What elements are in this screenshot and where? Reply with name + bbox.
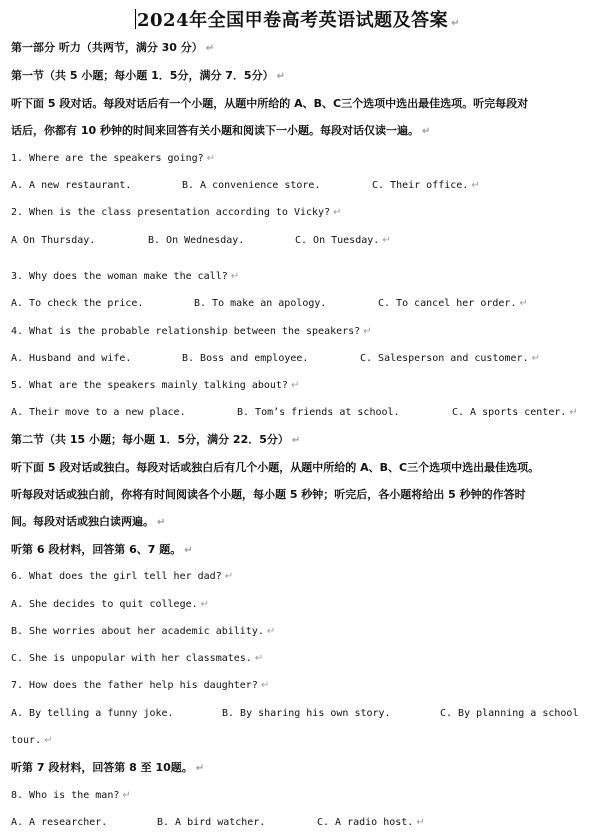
text-cursor	[135, 9, 136, 29]
question-5-options	[11, 406, 578, 420]
question-8-options	[11, 816, 425, 830]
option-c: C. Salesperson and customer.	[360, 353, 529, 364]
question-3-options	[11, 297, 528, 311]
option-a: A. Husband and wife.	[11, 353, 132, 364]
paragraph-mark-icon: ↵	[382, 235, 391, 246]
paragraph-mark-icon: ↵	[531, 353, 540, 364]
option-b: B. A convenience store.	[182, 180, 321, 191]
paragraph-mark-icon: ↵	[260, 680, 270, 691]
section1-heading: 第一节（共 5 小题；每小题 1．5分，满分 7．5分） ↵	[11, 69, 285, 82]
option-c: C. Their office.	[372, 180, 469, 191]
paragraph-mark-icon: ↵	[200, 599, 210, 610]
question-6-option-a: A. She decides to quit college. ↵	[11, 599, 210, 610]
question-1-options	[11, 179, 480, 193]
option-a: A On Thursday.	[11, 235, 96, 246]
option-c: C. A sports center.	[452, 407, 567, 418]
paragraph-mark-icon: ↵	[290, 380, 300, 391]
document-title: 2024年全国甲卷高考英语试题及答案 ↵	[137, 10, 460, 31]
option-b: B. A bird watcher.	[157, 817, 266, 828]
segment-7-heading: 听第 7 段材料，回答第 8 至 10题。 ↵	[11, 761, 205, 774]
option-b: B. On Wednesday.	[148, 235, 245, 246]
question-6-option-b: B. She worries about her academic ability. ↵	[11, 626, 276, 637]
paragraph-mark-icon: ↵	[206, 153, 216, 164]
question-1-stem: 1. Where are the speakers going? ↵	[11, 153, 216, 164]
paragraph-mark-icon: ↵	[157, 517, 166, 528]
section1-instructions-line2: 话后，你都有 10 秒钟的时间来回答有关小题和阅读下一小题。每段对话仅读一遍。 ↵	[11, 124, 431, 137]
question-7-options	[11, 707, 578, 721]
option-a: A. A new restaurant.	[11, 180, 132, 191]
question-2-stem: 2. When is the class presentation according to Vicky? ↵	[11, 207, 342, 218]
paragraph-mark-icon: ↵	[291, 435, 301, 446]
paragraph-mark-icon: ↵	[184, 545, 193, 556]
paragraph-mark-icon: ↵	[254, 653, 264, 664]
option-a: A. Their move to a new place.	[11, 407, 186, 418]
section2-instructions-line3: 间。每段对话或独白读两遍。 ↵	[11, 515, 166, 528]
option-a: A. A researcher.	[11, 817, 108, 828]
section2-instructions-line1: 听下面 5 段对话或独白。每段对话或独白后有几个小题，从题中所给的 A、B、C三个选项中选出最佳选项。	[11, 461, 540, 474]
option-b: B. Tom’s friends at school.	[237, 407, 400, 418]
section1-instructions-line1: 听下面 5 段对话。每段对话后有一个小题，从题中所给的 A、B、C三个选项中选出最佳选项。听完每段对	[11, 97, 529, 110]
paragraph-mark-icon: ↵	[451, 18, 460, 29]
segment-6-heading: 听第 6 段材料，回答第 6、7 题。 ↵	[11, 543, 193, 556]
question-4-options	[11, 352, 540, 366]
section2-heading: 第二节（共 15 小题；每小题 1．5分，满分 22．5分） ↵	[11, 433, 301, 446]
paragraph-mark-icon: ↵	[266, 626, 276, 637]
option-c: C. To cancel her order.	[378, 298, 517, 309]
paragraph-mark-icon: ↵	[205, 43, 215, 54]
paragraph-mark-icon: ↵	[230, 271, 240, 282]
paragraph-mark-icon: ↵	[333, 207, 342, 218]
option-c: C. On Tuesday.	[295, 235, 380, 246]
option-c: C. A radio host.	[317, 817, 414, 828]
question-2-options	[11, 234, 391, 248]
section2-instructions-line2: 听每段对话或独白前，你将有时间阅读各个小题，每小题 5 秒钟；听完后，各小题将给出 5 秒钟的作答时	[11, 488, 526, 501]
question-8-stem: 8. Who is the man? ↵	[11, 790, 131, 801]
option-b: B. By sharing his own story.	[222, 708, 391, 719]
paragraph-mark-icon: ↵	[363, 326, 372, 337]
option-b: B. Boss and employee.	[182, 353, 309, 364]
paragraph-mark-icon: ↵	[44, 735, 53, 746]
paragraph-mark-icon: ↵	[122, 790, 131, 801]
paragraph-mark-icon: ↵	[276, 71, 285, 82]
paragraph-mark-icon: ↵	[416, 817, 425, 828]
paragraph-mark-icon: ↵	[421, 126, 431, 137]
question-5-stem: 5. What are the speakers mainly talking about? ↵	[11, 380, 300, 391]
paragraph-mark-icon: ↵	[224, 571, 234, 582]
question-3-stem: 3. Why does the woman make the call? ↵	[11, 271, 240, 282]
option-a: A. By telling a funny joke.	[11, 708, 174, 719]
option-a: A. To check the price.	[11, 298, 144, 309]
question-4-stem: 4. What is the probable relationship between the speakers? ↵	[11, 326, 372, 337]
question-6-stem: 6. What does the girl tell her dad? ↵	[11, 571, 234, 582]
question-6-option-c: C. She is unpopular with her classmates. ↵	[11, 653, 264, 664]
part1-heading: 第一部分 听力（共两节，满分 30 分） ↵	[11, 41, 215, 54]
paragraph-mark-icon: ↵	[471, 180, 480, 191]
paragraph-mark-icon: ↵	[569, 407, 578, 418]
question-7-stem: 7. How does the father help his daughter? ↵	[11, 680, 270, 691]
paragraph-mark-icon: ↵	[195, 763, 205, 774]
option-b: B. To make an apology.	[194, 298, 327, 309]
question-7-option-c-continued: tour. ↵	[11, 735, 53, 746]
option-c: C. By planning a school	[440, 708, 579, 719]
paragraph-mark-icon: ↵	[519, 298, 528, 309]
